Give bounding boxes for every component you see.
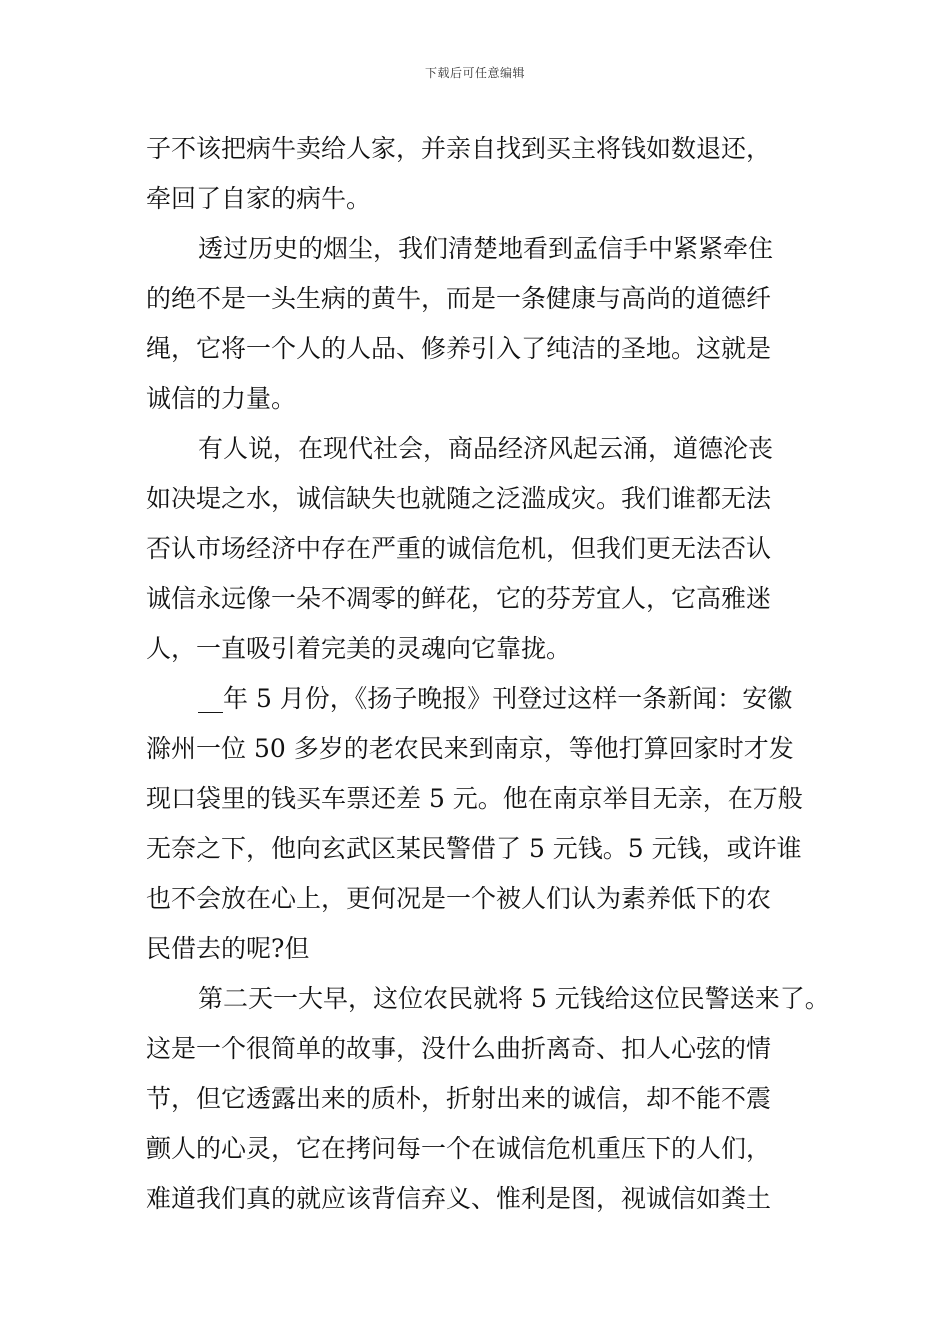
paragraph-start-line: 第二天一大早，这位农民就将 5 元钱给这位民警送来了。 bbox=[198, 984, 830, 1013]
text-line: 诚信的力量。 bbox=[146, 384, 297, 413]
page-header: 下载后可任意编辑 bbox=[424, 66, 525, 80]
text-line: 绳，它将一个人的人品、修养引入了纯洁的圣地。这就是 bbox=[146, 334, 772, 363]
text-line: 也不会放在心上，更何况是一个被人们认为素养低下的农 bbox=[146, 884, 772, 913]
paragraph-start-line: __年 5 月份，《扬子晚报》刊登过这样一条新闻：安徽 bbox=[198, 684, 793, 713]
text-line: 这是一个很简单的故事，没什么曲折离奇、扣人心弦的情 bbox=[146, 1034, 772, 1063]
text-line: 民借去的呢?但 bbox=[146, 934, 310, 963]
text-line: 如决堤之水，诚信缺失也就随之泛滥成灾。我们谁都无法 bbox=[146, 484, 772, 513]
paragraph-start-line: 透过历史的烟尘，我们清楚地看到孟信手中紧紧牵住 bbox=[198, 234, 774, 263]
text-line: 诚信永远像一朵不凋零的鲜花，它的芬芳宜人，它高雅迷 bbox=[146, 584, 772, 613]
document-body bbox=[146, 124, 830, 1224]
text-line: 人，一直吸引着完美的灵魂向它靠拢。 bbox=[146, 634, 572, 663]
text-line: 牵回了自家的病牛。 bbox=[146, 184, 372, 213]
text-line: 节，但它透露出来的质朴，折射出来的诚信，却不能不震 bbox=[146, 1084, 772, 1113]
text-line: 难道我们真的就应该背信弃义、惟利是图，视诚信如粪土 bbox=[146, 1184, 772, 1213]
text-line: 现口袋里的钱买车票还差 5 元。他在南京举目无亲，在万般 bbox=[146, 784, 803, 813]
text-line: 的绝不是一头生病的黄牛，而是一条健康与高尚的道德纤 bbox=[146, 284, 772, 313]
text-line: 滁州一位 50 多岁的老农民来到南京，等他打算回家时才发 bbox=[146, 734, 794, 763]
text-line: 颤人的心灵，它在拷问每一个在诚信危机重压下的人们， bbox=[146, 1134, 772, 1163]
paragraph-start-line: 有人说，在现代社会，商品经济风起云涌，道德沦丧 bbox=[198, 434, 774, 463]
text-line: 子不该把病牛卖给人家，并亲自找到买主将钱如数退还， bbox=[146, 134, 772, 163]
text-line: 无奈之下，他向玄武区某民警借了 5 元钱。5 元钱，或许谁 bbox=[146, 834, 802, 863]
text-line: 否认市场经济中存在严重的诚信危机，但我们更无法否认 bbox=[146, 534, 772, 563]
